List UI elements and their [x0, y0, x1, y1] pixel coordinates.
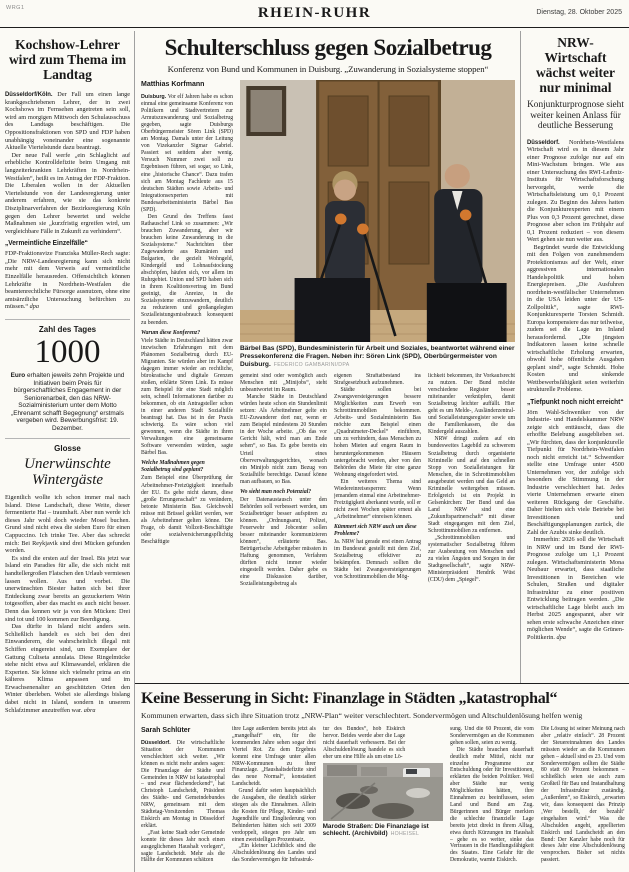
masthead-date: Dienstag, 28. Oktober 2025 — [536, 9, 622, 16]
number-of-the-day-lead: Euro — [10, 372, 26, 380]
article-paragraph: eigenen Straftatbestand ins Strafgesetzbuch aufzunehmen. — [334, 373, 421, 387]
economy-deck: Konjunkturprognose sieht weiter keinen Anlass für deutliche Besserung — [527, 100, 624, 131]
number-of-the-day-text: Euro erhalten jeweils zehn Projekte und Initiativen beim Preis für bürgerschaftliches Engagement in der Seniorenarbeit, den das NRW-Sozialministerium unter dem Motto „Ehrenamt schafft Begegnung“ erstmals vergeben wird. Bewerbungsfrist: 19. Dezember. — [10, 372, 125, 432]
left-article-headline: Kochshow-Lehrer wird zum Thema im Landtag — [8, 37, 127, 82]
article-paragraph: Düsseldorf. Die wirtschaftliche Situation der Kommunen verschlechtert sich weiter. „Wir können es nicht mehr anders sagen: Die Finanzlage der Städte und Gemeinden in NRW ist katastrophal – und zwar flächendeckend“, hat Christoph Landscheidt, Präsident des Städte- und Gemeindebundes NRW, gemeinsam mit dem Städtetag-Vorsitzenden Thomas Eiskirch am Montag in Düsseldorf erklärt. — [141, 740, 225, 829]
photo-caption: Bärbel Bas (SPD), Bundesministerin für Arbeit und Soziales, beantwortet während einer Pressekonferenz die Fragen. Neben ihr: Sören Link (SPD), Oberbürgermeister von Duisburg. FEDERICO GAMBARINI/DPA — [240, 345, 515, 368]
finance-article — [135, 684, 629, 864]
article-paragraph: Düsseldorf. Nordrhein-Westfalens Wirtschaft wird es in diesem Jahr einer Prognose zufolge nur auf ein Mini-Wachstum bringen. Wie aus einer Untersuchung des RWI-Leibniz-Instituts für Wirtschaftsforschung hervorgeht, werde die Wirtschaftsleistung um 0,1 Prozent zulegen. Zu Beginn des Jahres hatten die Konjunkturexperten mit einem Plus von 0,3 Prozent gerechnet, diese Prognose aber schon im Frühjahr auf 0,1 Prozent reduziert – von diesem Wert gehen sie nun weiter aus. — [527, 138, 625, 243]
glosse-title: Unerwünschte Wintergäste — [24, 456, 111, 489]
article-paragraph: Jörn Wahl-Schwentker von der Industrie- und Handelskammer NRW zeigte sich enttäuscht, dass die erhoffte Belebung ausgeblieben sei. „Wir fürchten, dass der konjunkturelle Tiefpunkt für Nordrhein-Westfalen noch nicht erreicht ist.“ Schwentker stellte eine Umfrage unter 4500 Unternehmen vor, der zufolge sich besonders die Stimmung in der Industrie verschlechtert hat. Jedes vierte Unternehmen erwarte einen weiteren Rückgang der Geschäfte. Daher hielten sich viele Betriebe bei Investitionen und Beschäftigungsplanungen zurück, die Zahl der Azubis sinke deutlich. — [527, 408, 625, 536]
byline: Matthias Korfmann — [141, 81, 205, 88]
glosse-body — [5, 494, 130, 714]
article-paragraph: Zum Beispiel eine Überprüfung der Arbeitnehmer-Freizügigkeit innerhalb der EU. Es gehe nicht darum, diese „große Errungenschaft“ zu verändern, betonte Ministerin Bas. Gleichwohl müsse mit Brüssel geklärt werden, wer als Arbeitnehmer gelten könne. Die Frage, ob damit Vollzeit-Beschäftigte oder sozialversicherungspflichtig Beschäftigte — [141, 475, 233, 545]
economy-headline: NRW-Wirtschaft wächst weiter nur minimal — [535, 35, 616, 95]
number-of-the-day-value: 1000 — [34, 334, 101, 371]
article-paragraph: Der Datenaustausch unter den Behörden soll verbessert werden, um Sozialbetrüger besser aufspüren zu können. „Ordnungsamt, Polizei, Feuerwehr und Jobcenter sollen besser miteinander kommunizieren können“, erläuterte Bas. Betrügerische Arbeitgeber müssten in Haftung genommen, Verfahren dürften nicht immer wieder eingestellt werden. Daher gebe es eine Diskussion darüber, Sozialleistungsbetrug als — [240, 496, 327, 588]
main-article-col-4 — [428, 373, 515, 679]
article-paragraph: „Schrottimmobilien und systematischer Sozialbetrug führen zur Ausbeutung von Menschen und zu vielen Ängsten und Sorgen in der Stadtgesellschaft“, sagte NRW-Ministerpräsident Hendrik Wüst (CDU) dem „Spiegel“. — [428, 535, 515, 584]
section-title: RHEIN-RUHR — [257, 5, 372, 21]
main-headline: Schulterschluss gegen Sozialbetrug — [164, 35, 492, 60]
main-article-col-3 — [334, 373, 421, 679]
street-photo — [323, 763, 444, 821]
article-paragraph: Ja. NRW hat gerade erst einen Antrag im Bundesrat gestellt mit dem Ziel, Sozialbetrug effektiver zu bekämpfen. Demnach sollten die Städte bei Zwangsversteigerungen von Schrottimmobilien die Mög- — [334, 539, 421, 581]
finance-col-c — [323, 726, 444, 864]
article-subhead: „Tiefpunkt noch nicht erreicht“ — [527, 398, 624, 406]
article-paragraph: „Ein kleiner Lichtblick sind die Altschuldenlösung des Landes und das Sondervermögen für Infrastruk- — [231, 843, 316, 864]
article-paragraph: Der neue Fall werfe „ein Schlaglicht auf erhebliche Kontrolldefizite beim Umgang mit langzeiterkrankten Lehrkräften in Nordrhein-Westfalen“, heißt es im Antrag der FDP-Fraktion. Die Liberalen wollen in der Aktuellen Viertelstunde von der Landesregierung unter anderem erfahren, wie sie das konkrete Disziplinarverfahren der Bezirksregierung Köln gegen den Lehrer bewertet und welche Maßnahmen sie „kurzfristig ergreifen wird, um vergleichbare Fälle in Zukunft zu verhindern“. — [5, 151, 131, 235]
article-paragraph: Die Städte brauchen dauerhaft deutlich mehr Mittel, nicht nur einzelne Programme zur Entschuldung oder für Investitionen, erklärten die beiden Politiker. Weil aber Städte nur wenig Möglichkeiten hätten, ihre Einnahmen zu beeinflussen, seien Land und Bund am Zug. Bürgerinnen und Bürger merkten die schlechte finanzielle Lage bereits jetzt direkt in ihrem Alltag, etwa durch Kürzungen im Haushalt – gehe es so weiter, sinke das Vertrauen in die Handlungsfähigkeit des Staates. Eine Gefahr für die Demokratie, warnte Eiskirch. — [450, 746, 535, 864]
finance-col-e — [541, 726, 625, 864]
left-article-body — [5, 91, 130, 311]
finance-col-a — [141, 726, 225, 864]
main-photo-area — [240, 80, 515, 680]
article-subhead: Wo sieht man noch Potenzial? — [240, 488, 312, 495]
article-paragraph: Das dürfte in Island nicht anders sein. Schließlich handelt es sich bei den drei Einwanderern, die wahrscheinlich illegal mit Schiffen eingereist sind, um Exemplare der Gattung Culiseta annulata. Diese Ringelmücke stehe nicht etwa auf Klimawandel, erklären die Experten. Sie könne sich vielmehr prima an ein kälteres Klima anpassen und im Erwachsenenalter an geschützten Orten den Winter überleben. Wobei sie allerdings bislang dabei nicht in Island, sondern in unserem Schlafzimmer anzutreffen war. abra — [5, 623, 131, 714]
street-photo-caption: Marode Straßen: Die Finanzlage ist schlecht. (Archivbild) HOHEISEL — [322, 822, 429, 838]
glosse-label: Glosse — [54, 444, 81, 454]
economy-article — [521, 28, 629, 683]
article-subhead: „Vermeintliche Einzelfälle“ — [5, 240, 88, 248]
article-subhead: Welche Maßnahmen gegen Sozialbetrug sind geplant? — [141, 460, 205, 474]
press-conference-photo — [240, 80, 515, 342]
article-paragraph: tur des Bundes“, hob Eiskirch hervor. Beides werde aber die Lage nicht dauerhaft verbessern. Bei der Altschuldenlösung handele es sich eher um eine Hilfe als um eine Lö- — [322, 726, 405, 760]
finance-col-d — [450, 726, 534, 864]
article-paragraph: Viele Städte in Deutschland hätten zwar inzwischen Erfahrungen mit dem Phänomen Sozialbetrug durch EU-Migranten. Sie würden aber im Kampf dagegen immer wieder an rechtliche, bürokratische und digitale Grenzen stoßen, erklärte Sören Link. Es müsse zum Beispiel für eine Stadt möglich sein, schnell Informationen darüber zu bekommen, ob ein Antragsteller schon in einer anderen Stadt Sozialhilfe beantragt hat. Das ist in der Praxis schwierig. Es wäre schon viel gewonnen, wenn die Städte in ihren Verwaltungen eine gemeinsame Software verwenden würden, sagte Bärbel Bas. — [141, 337, 233, 457]
article-paragraph: Städte sollen bei Zwangsversteigerungen bessere Möglichkeiten zum Erwerb von Schrottimmobilien bekommen. Arbeits- und Sozialministerin Bas möchte zum Beispiel einen „Quadratmeter-Deckel“ einführen, um zu verhindern, dass Menschen zu hohen Mieten auf engem Raum in heruntergekommenen Häusern untergebracht werden, aber von den Behörden die Miete für eine ganze Wohnung eingefordert wird. — [334, 387, 421, 478]
photo-credit: FEDERICO GAMBARINI/DPA — [273, 362, 350, 368]
article-paragraph: Den Grund des Treffens fasst Rathauschef Link so zusammen: „Wir brauchen Zuwanderung, aber wir brauchen keine Zuwanderung in die Sozialsysteme.“ Nachrichten über Zugewanderte aus Rumänien und Bulgarien, die gezielt Wohngeld, Kindergeld und Lohnaufstockung abschöpfen, häufen sich, vor allem im Ruhrgebiet. Union und SPD haben sich in ihrem Koalitionsvertrag im Bund geeinigt, die Anreize, in die Sozialsysteme einzuwandern, deutlich zu reduzieren und großangelegten Sozialleistungsmissbrauch konsequent zu beenden. — [141, 213, 233, 326]
article-paragraph: ihre Lage außerdem bereits jetzt als „mangelhaft“ ein, für die kommenden Jahre sehen sogar drei Viertel Rot. Zu dem Ergebnis kommt eine Umfrage unter allen NRW-Kommunen zu ihrer Finanzlage. „Haushaltsdefizite sind das neue Normal“, konstatiert Landscheidt. — [231, 726, 316, 788]
main-article-col-1 — [141, 80, 233, 680]
left-column — [0, 28, 134, 872]
article-paragraph: NRW dringt zudem auf ein bundesweites Lagebild zu schwerem Sozialbetrug durch organisierte Kriminelle und auf den schnellen Stopp von Sozialleistungen für Menschen, die in Schrottimmobilien ausgebeutet werden und das Geld an Kriminelle weitergeben müssen. Erfolgreich ist ein Projekt in Gelsenkirchen: Der Bund und das Land NRW sind eine „Zukunftspartnerschaft“ mit dieser Stadt eingegangen mit dem Ziel, Schrottimmobilien zu entfernen. — [428, 436, 515, 535]
article-paragraph: Begründet wurde die Entwicklung mit den Folgen von zunehmendem Protektionismus auf der Welt, einer aggressiven internationalen Handelspolitik und hohen Energiepreisen. „Die Ausfuhren nordrhein-westfälischer Unternehmen in die USA leiden unter der US-Zollpolitik“, sagte RWI-Konjunkturexperte Torsten Schmidt. Europa kompensiere das nur teilweise, zudem sei die Lage im Inland herausfordernd. „Die jüngsten Indikatoren lassen keine schnelle wirtschaftliche Erholung erwarten, obwohl hohe öffentliche Ausgaben geplant sind“, sagte Schmidt. Hohe Kosten und sinkende Wettbewerbsfähigkeit seien weiterhin strukturelle Probleme. — [527, 243, 625, 393]
article-paragraph: Eigentlich wollte ich schon immer mal nach Island. Diese Landschaft, diese Weite, dieser fermentierte Hai – traumhaft. Aber nun werde ich dieses Jahr wohl doch wieder Mosel buchen. Grund sind nicht etwa die sieben Euro für einen Cappuccino. Ich trinke Tee. Aber das schreckt mich: Bei Reykjavik sind drei Mücken gefunden worden. — [5, 494, 131, 555]
article-paragraph: Die Lösung ist seiner Meinung nach aber „relativ einfach“. 28 Prozent der Steuereinnahmen des Landes müssten wieder an die Kommunen gehen – aktuell sind es 23. Und vom Sondervermögen sollten die Städte 80 statt 60 Prozent bekommen – schließlich seien sie auch zum Großteil für Bau und Instandhaltung der Infrastruktur zuständig. „Außerdem“, so Eiskirch, „erwarten wir, dass konsequent das Prinzip ‚Wer bestellt, der bezahlt‘ eingehalten wird.“ Was die Altschulden angeht, appellierten Eiskirch und Landscheidt an den Bund: Der Kanzler habe noch für dieses Jahr eine Altschuldenlösung versprochen. Bisher sei nichts passiert. — [541, 726, 625, 864]
article-paragraph: FDP-Fraktionsvize Franziska Müller-Rech sagte: „Die NRW-Landesregierung kann sich nicht mehr mit dem Verweis auf vermeintliche Einzelfälle herausreden. Offensichtlich können Lehrkräfte in Nordrhein-Westfalen die beamtenrechtliche Fürsorge ausnutzen, ohne eine amtsärztliche Untersuchung befürchten zu müssen.“ dpa — [5, 250, 131, 311]
edition-code: WRG1 — [6, 5, 25, 11]
article-paragraph: Manche Städte in Deutschland würden heute schon ein Stundenlimit setzen: Als Arbeitnehmer gelte ein EU-Zuwanderer dort nur, wenn er zum Beispiel mindestens 20 Stunden in der Woche arbeite. „Ob das vor Gericht hält, wird man am Ende sehen“, so Bas. Es gebe bereits ein Urteil eines Oberverwaltungsgerichtes, wonach ein Minijob nicht zum Bezug von Sozialhilfe berechtige. Darauf könne man aufbauen, so Bas. — [240, 394, 327, 485]
article-paragraph: Duisburg. Vor elf Jahren habe es schon einmal eine gemeinsame Konferenz von Politikern und Stadtvertretern zur Armutszuwanderung und Sozialbetrug gegeben, sagte Duisburgs Oberbürgermeister Sören Link (SPD) am Montag. Damals unter der Leitung von Vizekanzler Sigmar Gabriel. Passiert sei seitdem aber wenig. Versuch Nummer zwei soll zu Ergebnissen führen, sei sogar, so Link, eine „historische Chance“. Dazu trafen sich am Montag Fachleute aus 15 deutschen Städten sowie Arbeits- und Integrationsexperten mit Bundesarbeitsministerin Bärbel Bas (SPD). — [141, 94, 233, 213]
economy-body — [527, 139, 624, 642]
article-paragraph: Immerhin: 2026 soll die Wirtschaft in NRW und im Bund der RWI-Prognose zufolge um 1,1 Prozent zulegen. Wirtschaftsministerin Mona Neubaur erwartet, dass staatliche Investitionen in Bereichen wie Schulen, Straßen und digitaler Infrastruktur zu einer positiven Entwicklung beitragen werden. „Die wirtschaftliche Lage bleibt auch im Herbst 2025 angespannt, aber wir sehen erste schwache Anzeichen einer möglichen Wende“, sagte die Grünen-Politikerin. dpa — [527, 536, 625, 641]
main-article-col-2 — [240, 373, 327, 679]
street-photo-credit: HOHEISEL — [390, 831, 420, 838]
main-subtitle: Konferenz von Bund und Kommunen in Duisburg. „Zuwanderung in Sozialsysteme stoppen“ — [167, 64, 489, 74]
article-paragraph: Düsseldorf/Köln. Der Fall um einen lange krankgeschriebenen Lehrer, der in zwei Kochshows im Fernsehen angetreten sein soll, wird am morgigen Mittwoch den Schulausschuss des Landtags beschäftigen. Die Oppositionsfraktionen von SPD und FDP haben unabhängig voneinander eine sogenannte Aktuelle Viertelstunde dazu beantragt. — [5, 91, 131, 152]
finance-col-b — [232, 726, 316, 864]
number-of-the-day-label: Zahl des Tages — [38, 325, 97, 335]
main-article — [135, 28, 520, 683]
article-paragraph: sung. Und die 60 Prozent, die vom Sondervermögen an die Kommunen gehen sollen, seien zu wenig. — [450, 726, 535, 746]
finance-headline: Keine Besserung in Sicht: Finanzlage in Städten „katastrophal“ — [141, 690, 558, 707]
article-paragraph: Ein weiteres Thema sind Wiedereinreisesperren: Wenn jemandem einmal eine Arbeitnehmer-Freizügigkeit aberkannt wurde, soll er nicht zwei Wochen später erneut als „Arbeitnehmer“ einreisen können. — [334, 478, 421, 520]
glosse — [5, 444, 130, 714]
article-subhead: Warum diese Konferenz? — [141, 329, 201, 336]
article-paragraph: Grund dafür seien hauptsächlich die Ausgaben, die deutlich stärker stiegen als die Einnahmen. Allein die Kosten für Pflege, Kinder- und Jugendhilfe und Eingliederung von Behinderten hätten sich seit 2009 verdoppelt, stiegen pro Jahr um einen zweistelligen Prozentsatz. — [231, 788, 316, 843]
article-paragraph: gemeint sind oder womöglich auch Menschen mit „Minijobs“, steht unbeantwortet im Raum. — [240, 373, 327, 394]
article-paragraph: Es sind die ersten auf der Insel. Bis jetzt war Island ein Paradies für alle, die sich nicht mit handtellergroßen Flatschen den Urlaub vermiesen lassen wollen. Aus und vorbei. Die unerwünschten Biester hatten sich bei ihrer Entdeckung zwar bereits an gezuckertem Wein totgesoffen, aber das macht es auch nicht besser. Denn das kennen wir ja von den Mücken: Drei sind tot und 100 kommen zur Beerdigung. — [5, 554, 131, 623]
masthead — [0, 0, 629, 28]
article-paragraph: „Fast keine Stadt oder Gemeinde konnte für dieses Jahr noch einen ausgeglichenen Haushalt vorlegen“, sagte Landscheidt. Mehr als die Hälfte der Kommunen schätzen — [141, 829, 225, 864]
article-subhead: Kümmert sich NRW auch um diese Probleme? — [334, 523, 417, 538]
article-paragraph: lichkeit bekommen, ihr Vorkaufsrecht zu nutzen. Der Bund möchte verschiedene Register besser miteinander verknüpfen, damit Sozialbetrug leichter auffällt. Hier geht es um Melde-, Ausländerzentral- und Sozialleistungsregister sowie um die Familienkassen, die das Kindergeld auszahlen. — [428, 373, 515, 436]
number-of-the-day — [5, 319, 130, 439]
byline: Sarah Schlüter — [141, 727, 191, 734]
finance-subtitle: Kommunen erwarten, dass sich ihre Situation trotz „NRW-Plan“ weiter verschlechtert. Sondervermögen und Altschuldenlösung helfen wenig — [141, 711, 583, 720]
